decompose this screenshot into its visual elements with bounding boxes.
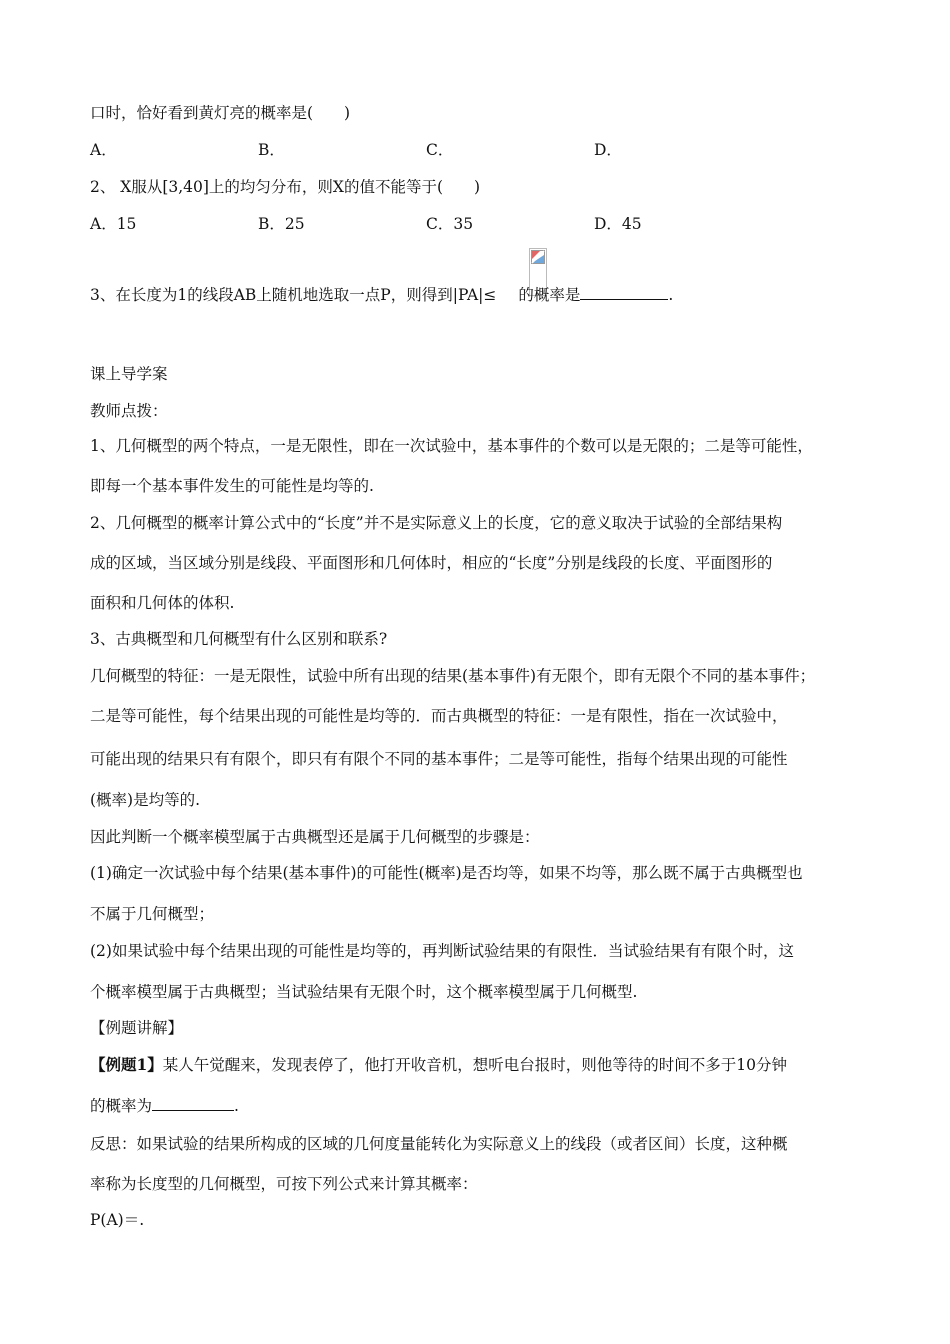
- judge-step-2-line-2: 个概率模型属于古典概型；当试验结果有无限个时，这个概率模型属于几何概型.: [90, 983, 638, 1001]
- q1-option-b: B．: [258, 141, 285, 159]
- q1-option-d: D．: [594, 141, 622, 159]
- q3-text-before: 3、在长度为1的线段AB上随机地选取一点P，则得到|PA|≤: [90, 286, 497, 304]
- judge-intro: 因此判断一个概率模型属于古典概型还是属于几何概型的步骤是：: [90, 828, 540, 846]
- reflection-part-a: 反思：如果试验的结果所构成的区域的几何度量能转: [90, 1135, 447, 1153]
- judge-step-1-line-2: 不属于几何概型；: [90, 905, 215, 923]
- example-1-text: 某人午觉醒来，发现表停了，他打开收音机，想听电台报时，则他等待的时间不多于10分钟: [162, 1056, 788, 1074]
- feature-line-1: 几何概型的特征：一是无限性，试验中所有出现的结果(基本事件)有无限个，即有无限个不同的基本事件；: [90, 667, 816, 685]
- feature-line-3: 可能出现的结果只有有限个，即只有有限个不同的基本事件；二是等可能性，指每个结果出现的可能性: [90, 750, 788, 768]
- example-1-line-1: [90, 1055, 787, 1075]
- reflection-line-1: [90, 1134, 788, 1154]
- judge-step-2-line-1: (2)如果试验中每个结果出现的可能性是均等的，再判断试验结果的有限性．当试验结果有有限个时，这: [90, 942, 794, 960]
- q2-stem: 2、 X服从[3,40]上的均匀分布，则X的值不能等于( ): [90, 178, 481, 196]
- example-1-label: 【例题1】: [90, 1055, 163, 1074]
- reflection-part-b: 化为实际意义上的线段（或者区间）长度，这种概: [446, 1135, 788, 1153]
- feature-line-2: 二是等可能性，每个结果出现的可能性是均等的．而古典概型的特征：一是有限性，指在一次试验中，: [90, 707, 788, 725]
- q3-text-after: 的概率是: [518, 286, 581, 304]
- q1-stem-tail: 口时，恰好看到黄灯亮的概率是( ): [90, 104, 351, 122]
- q2-option-c: C．35: [426, 215, 474, 233]
- probability-formula: P(A)＝.: [90, 1211, 145, 1229]
- point-2-line-2: 成的区域，当区域分别是线段、平面图形和几何体时，相应的“长度”分别是线段的长度、平面图形的: [90, 554, 773, 572]
- point-3-question: 3、古典概型和几何概型有什么区别和联系?: [90, 630, 388, 648]
- q2-option-b: B．25: [258, 215, 305, 233]
- q2-option-a: A．15: [90, 215, 137, 233]
- q1-option-a: A．: [90, 141, 117, 159]
- example-1-answer-blank[interactable]: [152, 1095, 234, 1111]
- point-1-line-2: 即每一个基本事件发生的可能性是均等的.: [90, 477, 374, 495]
- q2-option-d: D．45: [594, 215, 642, 233]
- q3-text-end: .: [668, 286, 674, 304]
- point-1-line-1: 1、几何概型的两个特点，一是无限性，即在一次试验中，基本事件的个数可以是无限的；二是等可能性，: [90, 437, 813, 455]
- point-2-line-3: 面积和几何体的体积.: [90, 594, 235, 612]
- example-1-text-2: 的概率为: [90, 1097, 153, 1115]
- point-2-line-1: 2、几何概型的概率计算公式中的“长度”并不是实际意义上的长度，它的意义取决于试验的全部结果构: [90, 514, 783, 532]
- feature-line-4: (概率)是均等的.: [90, 791, 201, 809]
- example-1-end: .: [234, 1097, 239, 1115]
- section-title: 课上导学案: [90, 365, 168, 383]
- q3-answer-blank[interactable]: [580, 284, 668, 300]
- reflection-line-2: 率称为长度型的几何概型，可按下列公式来计算其概率：: [90, 1175, 478, 1193]
- example-1-line-2: [90, 1095, 239, 1116]
- q1-option-c: C．: [426, 141, 454, 159]
- judge-step-1-line-1: (1)确定一次试验中每个结果(基本事件)的可能性(概率)是否均等，如果不均等，那么既不属于古典概型也: [90, 864, 803, 882]
- examples-header: 【例题讲解】: [90, 1019, 184, 1037]
- image-placeholder-icon: [531, 250, 545, 264]
- q3-question: [90, 284, 673, 305]
- teacher-label: 教师点拨：: [90, 402, 168, 420]
